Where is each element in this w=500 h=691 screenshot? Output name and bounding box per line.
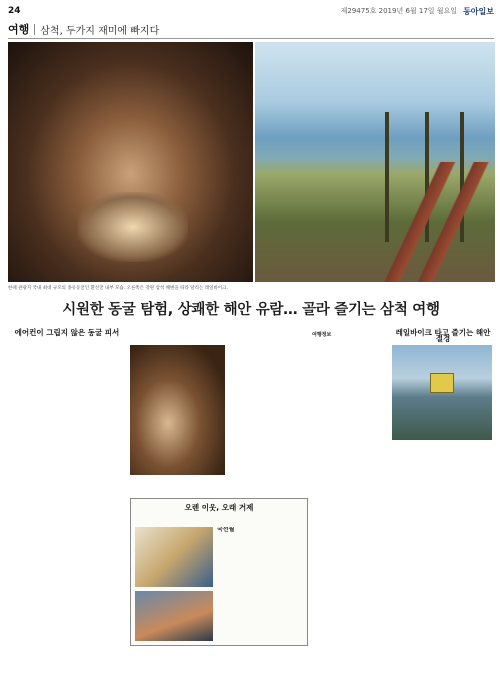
page-number: 24 — [8, 6, 21, 16]
masthead — [8, 4, 494, 18]
sidebar-box — [130, 498, 308, 646]
subheading-cave: 에어컨이 그립지 않은 동굴 피서 — [14, 328, 120, 337]
sidebar-photo-person — [135, 591, 213, 641]
sidebar-photo-plate — [135, 527, 213, 587]
cave-opening — [78, 192, 188, 262]
article-column-4a — [392, 445, 450, 680]
section-divider — [34, 24, 35, 35]
cable-car — [430, 373, 454, 393]
article-column-3b — [312, 490, 388, 680]
section-name: 여행 — [8, 23, 30, 36]
section-bar — [8, 20, 494, 39]
cave-photo — [8, 42, 253, 282]
travel-info-column — [312, 330, 388, 490]
article-column-4b — [454, 330, 494, 680]
issue-info: 제29475호 2019년 6월 17일 월요일 — [340, 7, 458, 15]
travel-info-label: 여행정보 — [312, 332, 332, 338]
cave-interior-photo — [130, 345, 225, 475]
rail-track — [365, 162, 495, 282]
article-column-2b — [220, 330, 308, 500]
subheading-railbike: 레일바이크 타고 즐기는 해안 절경 — [395, 328, 491, 344]
sidebar-text — [217, 527, 303, 641]
sidebar-title: 국선월 — [217, 527, 235, 533]
sidebar-heading: 오렌 이웃, 오래 거제 — [184, 503, 254, 512]
section-title: 삼척, 두가지 재미에 빠지다 — [40, 25, 160, 37]
main-headline: 시원한 동굴 탐험, 상쾌한 해안 유람… 골라 즐기는 삼척 여행 — [62, 302, 440, 318]
coastal-railbike-photo — [255, 42, 495, 282]
newspaper-brand: 동아일보 — [463, 6, 494, 16]
article-column-1 — [8, 330, 126, 680]
photo-caption: 한때 관광지 국내 최대 규모의 종유동굴인 환선굴 내부 모습. 오른쪽은 강원 삼척 해변을 따라 달리는 레일바이크. — [8, 286, 228, 291]
